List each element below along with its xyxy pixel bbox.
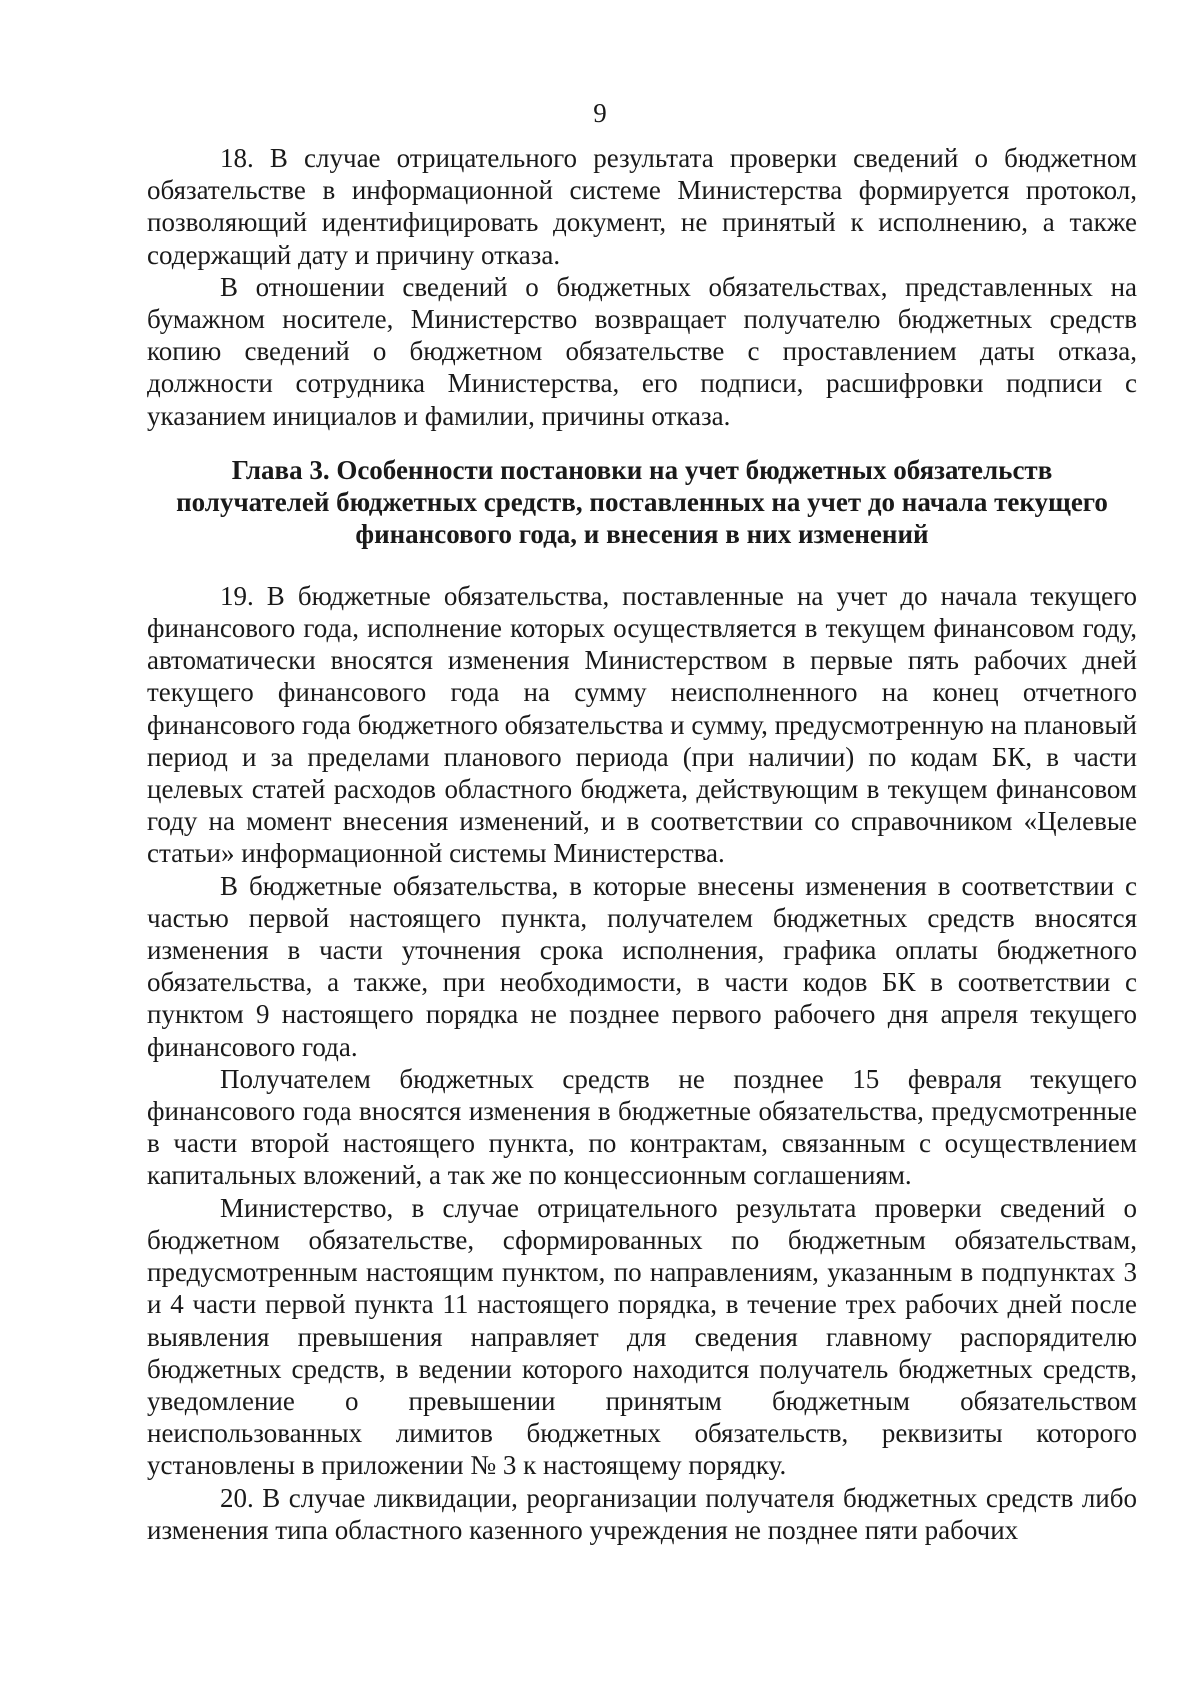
paragraph-18-part2: В отношении сведений о бюджетных обязательствах, представленных на бумажном носителе, Министерство возвращает получателю бюджетных средств копию сведений о бюджетном обязательстве с проставлением даты отказа, должности сотрудника Министерства, его подписи, расшифровки подписи с указанием инициалов и фамилии, причины отказа.	[147, 271, 1137, 431]
paragraph-19-part4: Министерство, в случае отрицательного результата проверки сведений о бюджетном обязательстве, сформированных по бюджетным обязательствам, предусмотренным настоящим пунктом, по направлениям, указанным в подпунктах 3 и 4 части первой пункта 11 настоящего порядка, в течение трех рабочих дней после выявления превышения направляет для сведения главному распорядителю бюджетных средств, в ведении которого находится получатель бюджетных средств, уведомление о превышении принятым бюджетным обязательством неиспользованных лимитов бюджетных обязательств, реквизиты которого установлены в приложении № 3 к настоящему порядку.	[147, 1192, 1137, 1481]
document-body	[147, 142, 1137, 1546]
chapter-heading-line-2: получателей бюджетных средств, поставленных на учет до начала текущего	[176, 486, 1108, 517]
chapter-3-heading	[147, 454, 1137, 550]
paragraph-19-part3: Получателем бюджетных средств не позднее 15 февраля текущего финансового года вносятся изменения в бюджетные обязательства, предусмотренные в части второй настоящего пункта, по контрактам, связанным с осуществлением капитальных вложений, а так же по концессионным соглашениям.	[147, 1063, 1137, 1191]
chapter-heading-line-3: финансового года, и внесения в них изменений	[355, 518, 929, 549]
paragraph-19: 19. В бюджетные обязательства, поставленные на учет до начала текущего финансового года, исполнение которых осуществляется в текущем финансовом году, автоматически вносятся изменения Министерством в первые пять рабочих дней текущего финансового года на сумму неисполненного на конец отчетного финансового года бюджетного обязательства и сумму, предусмотренную на плановый период и за пределами планового периода (при наличии) по кодам БК, в части целевых статей расходов областного бюджета, действующим в текущем финансовом году на момент внесения изменений, и в соответствии со справочником «Целевые статьи» информационной системы Министерства.	[147, 580, 1137, 869]
paragraph-19-part2: В бюджетные обязательства, в которые внесены изменения в соответствии с частью первой настоящего пункта, получателем бюджетных средств вносятся изменения в части уточнения срока исполнения, графика оплаты бюджетного обязательства, а также, при необходимости, в части кодов БК в соответствии с пунктом 9 настоящего порядка не позднее первого рабочего дня апреля текущего финансового года.	[147, 870, 1137, 1062]
paragraph-18: 18. В случае отрицательного результата проверки сведений о бюджетном обязательстве в информационной системе Министерства формируется протокол, позволяющий идентифицировать документ, не принятый к исполнению, а также содержащий дату и причину отказа.	[147, 143, 1137, 270]
chapter-heading-line-1: Глава 3. Особенности постановки на учет бюджетных обязательств	[231, 454, 1053, 485]
page-number: 9	[593, 98, 607, 128]
paragraph-20: 20. В случае ликвидации, реорганизации получателя бюджетных средств либо изменения типа областного казенного учреждения не позднее пяти рабочих	[147, 1482, 1137, 1545]
